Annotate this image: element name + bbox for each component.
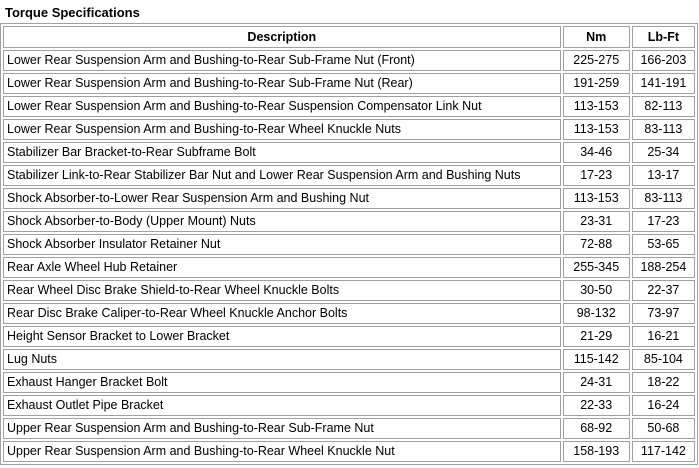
row-nm: 24-31	[563, 372, 630, 393]
row-lbft: 82-113	[632, 96, 695, 117]
row-lbft: 85-104	[632, 349, 695, 370]
row-nm: 113-153	[563, 188, 630, 209]
row-description: Lower Rear Suspension Arm and Bushing-to-Rear Suspension Compensator Link Nut	[3, 96, 561, 117]
row-description: Exhaust Outlet Pipe Bracket	[3, 395, 561, 416]
table-row	[3, 119, 695, 140]
row-nm: 34-46	[563, 142, 630, 163]
table-row	[3, 96, 695, 117]
row-lbft: 13-17	[632, 165, 695, 186]
row-nm: 113-153	[563, 96, 630, 117]
table-row	[3, 142, 695, 163]
header-lbft: Lb-Ft	[632, 26, 695, 48]
row-lbft: 18-22	[632, 372, 695, 393]
row-lbft: 83-113	[632, 188, 695, 209]
table-row	[3, 50, 695, 71]
row-nm: 17-23	[563, 165, 630, 186]
row-description: Rear Axle Wheel Hub Retainer	[3, 257, 561, 278]
row-nm: 21-29	[563, 326, 630, 347]
row-lbft: 22-37	[632, 280, 695, 301]
table-row	[3, 303, 695, 324]
table-row	[3, 418, 695, 439]
row-lbft: 166-203	[632, 50, 695, 71]
table-row	[3, 188, 695, 209]
table-row	[3, 73, 695, 94]
table-row	[3, 234, 695, 255]
table-row	[3, 280, 695, 301]
row-lbft: 50-68	[632, 418, 695, 439]
row-nm: 22-33	[563, 395, 630, 416]
row-lbft: 16-24	[632, 395, 695, 416]
row-lbft: 83-113	[632, 119, 695, 140]
row-lbft: 117-142	[632, 441, 695, 462]
table-row	[3, 326, 695, 347]
row-description: Shock Absorber-to-Lower Rear Suspension Arm and Bushing Nut	[3, 188, 561, 209]
row-nm: 158-193	[563, 441, 630, 462]
row-description: Rear Wheel Disc Brake Shield-to-Rear Wheel Knuckle Bolts	[3, 280, 561, 301]
row-lbft: 53-65	[632, 234, 695, 255]
row-description: Lower Rear Suspension Arm and Bushing-to-Rear Sub-Frame Nut (Rear)	[3, 73, 561, 94]
row-nm: 30-50	[563, 280, 630, 301]
row-lbft: 17-23	[632, 211, 695, 232]
row-description: Height Sensor Bracket to Lower Bracket	[3, 326, 561, 347]
table-row	[3, 211, 695, 232]
row-lbft: 141-191	[632, 73, 695, 94]
row-nm: 255-345	[563, 257, 630, 278]
table-row	[3, 349, 695, 370]
table-row	[3, 257, 695, 278]
table-row	[3, 441, 695, 462]
row-description: Stabilizer Link-to-Rear Stabilizer Bar Nut and Lower Rear Suspension Arm and Bushing Nuts	[3, 165, 561, 186]
table-row	[3, 372, 695, 393]
row-nm: 225-275	[563, 50, 630, 71]
page-title: Torque Specifications	[5, 5, 140, 20]
torque-spec-table	[0, 23, 698, 465]
row-lbft: 16-21	[632, 326, 695, 347]
table-row	[3, 165, 695, 186]
row-description: Upper Rear Suspension Arm and Bushing-to-Rear Wheel Knuckle Nut	[3, 441, 561, 462]
row-lbft: 73-97	[632, 303, 695, 324]
row-description: Upper Rear Suspension Arm and Bushing-to-Rear Sub-Frame Nut	[3, 418, 561, 439]
row-nm: 115-142	[563, 349, 630, 370]
row-nm: 68-92	[563, 418, 630, 439]
row-nm: 191-259	[563, 73, 630, 94]
row-lbft: 188-254	[632, 257, 695, 278]
row-description: Lug Nuts	[3, 349, 561, 370]
row-nm: 113-153	[563, 119, 630, 140]
header-nm: Nm	[563, 26, 630, 48]
row-description: Rear Disc Brake Caliper-to-Rear Wheel Knuckle Anchor Bolts	[3, 303, 561, 324]
header-row	[3, 26, 695, 48]
row-nm: 23-31	[563, 211, 630, 232]
row-description: Shock Absorber Insulator Retainer Nut	[3, 234, 561, 255]
row-description: Shock Absorber-to-Body (Upper Mount) Nuts	[3, 211, 561, 232]
row-description: Exhaust Hanger Bracket Bolt	[3, 372, 561, 393]
row-description: Lower Rear Suspension Arm and Bushing-to-Rear Sub-Frame Nut (Front)	[3, 50, 561, 71]
table-row	[3, 395, 695, 416]
row-nm: 72-88	[563, 234, 630, 255]
row-description: Lower Rear Suspension Arm and Bushing-to-Rear Wheel Knuckle Nuts	[3, 119, 561, 140]
row-nm: 98-132	[563, 303, 630, 324]
header-description: Description	[3, 26, 561, 48]
row-lbft: 25-34	[632, 142, 695, 163]
row-description: Stabilizer Bar Bracket-to-Rear Subframe Bolt	[3, 142, 561, 163]
